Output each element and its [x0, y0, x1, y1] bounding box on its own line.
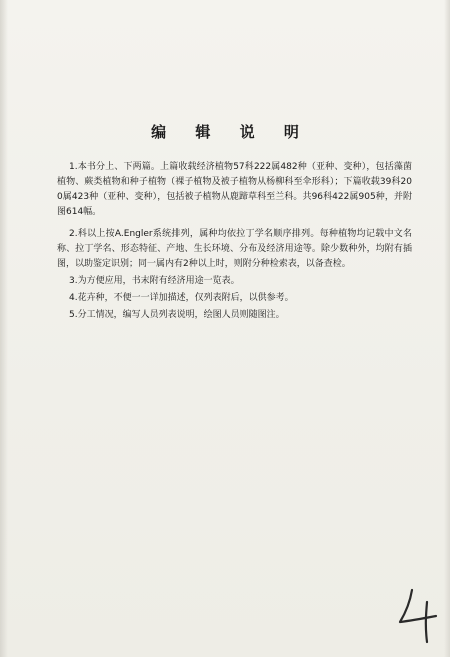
paragraph-1: 1.本书分上、下两篇。上篇收载经济植物57科222属482种（亚种、变种），包括藻菌植物、蕨类植物和种子植物（裸子植物及被子植物从杨柳科至伞形科）；下篇收载39科200属423种（亚种、变种），包括被子植物从鹿蹄草科至兰科。共96科422属905种，并附图614幅。 — [57, 162, 412, 217]
body-text — [57, 160, 412, 325]
paragraph-4: 4.花卉种，不便一一详加描述，仅列表附后，以供参考。 — [69, 293, 294, 303]
page-edge-shadow-left — [0, 0, 8, 657]
page-title: 编 辑 说 明 — [151, 123, 311, 141]
handwritten-page-number-mark — [394, 586, 444, 646]
paragraph-5: 5.分工情况，编写人员列表说明，绘图人员则随图注。 — [69, 310, 285, 320]
paragraph-2: 2.科以上按A.Engler系统排列，属种均依拉丁学名顺序排列。每种植物均记载中文名称、拉丁学名、形态特征、产地、生长环境、分布及经济用途等。除少数种外，均附有插图，以助鉴定识别；同一属内有2种以上时，则附分种检索表，以备查检。 — [57, 229, 412, 269]
paragraph-3: 3.为方便应用，书末附有经济用途一览表。 — [69, 276, 240, 286]
page-edge-shadow-right — [444, 0, 450, 657]
